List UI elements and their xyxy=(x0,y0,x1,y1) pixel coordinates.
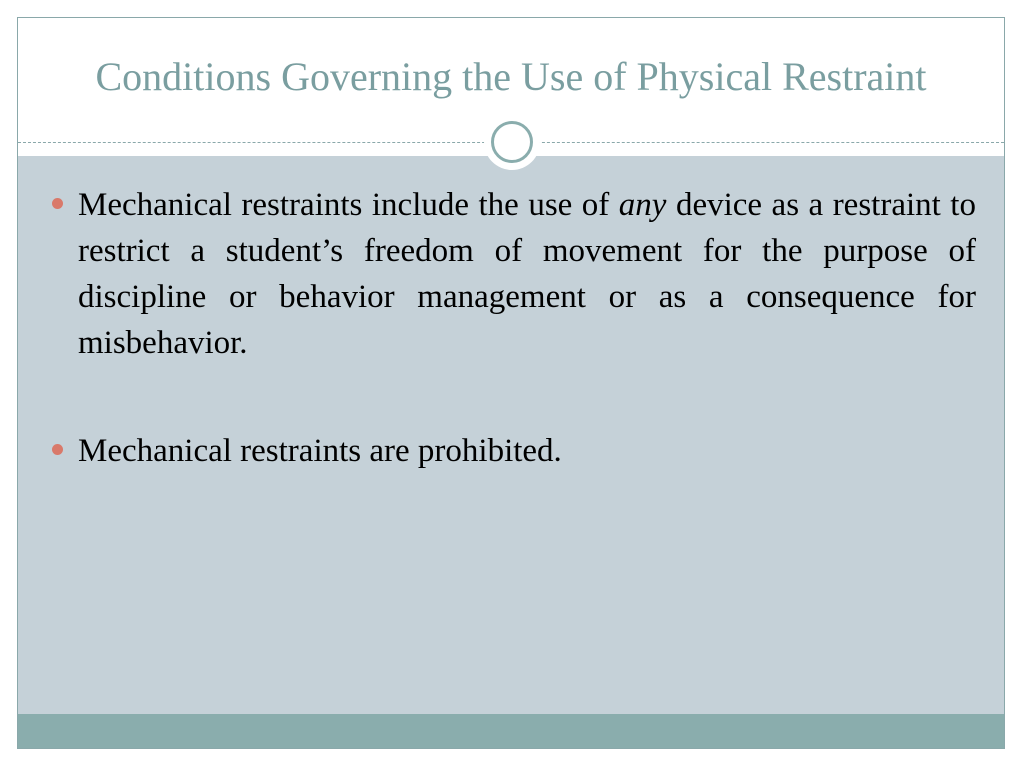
bullet-list xyxy=(48,182,976,536)
bullet-dot-icon xyxy=(52,444,63,455)
bullet-text-before: Mechanical restraints include the use of xyxy=(78,187,619,223)
bullet-dot-icon xyxy=(52,198,63,209)
bullet-item xyxy=(48,428,976,474)
footer-band xyxy=(18,714,1004,748)
slide-title: Conditions Governing the Use of Physical Restraint xyxy=(95,54,927,99)
circle-ornament-icon xyxy=(484,114,540,170)
bullet-text: Mechanical restraints are prohibited. xyxy=(78,433,562,469)
slide xyxy=(17,17,1005,749)
bullet-emphasis: any xyxy=(618,187,667,223)
bullet-text-after: device as a restraint to restrict a student’s freedom of movement for the purpose of discipline or behavior management or as a consequence for misbehavior. xyxy=(78,187,976,361)
bullet-item xyxy=(48,182,976,366)
circle-ring-icon xyxy=(491,121,533,163)
